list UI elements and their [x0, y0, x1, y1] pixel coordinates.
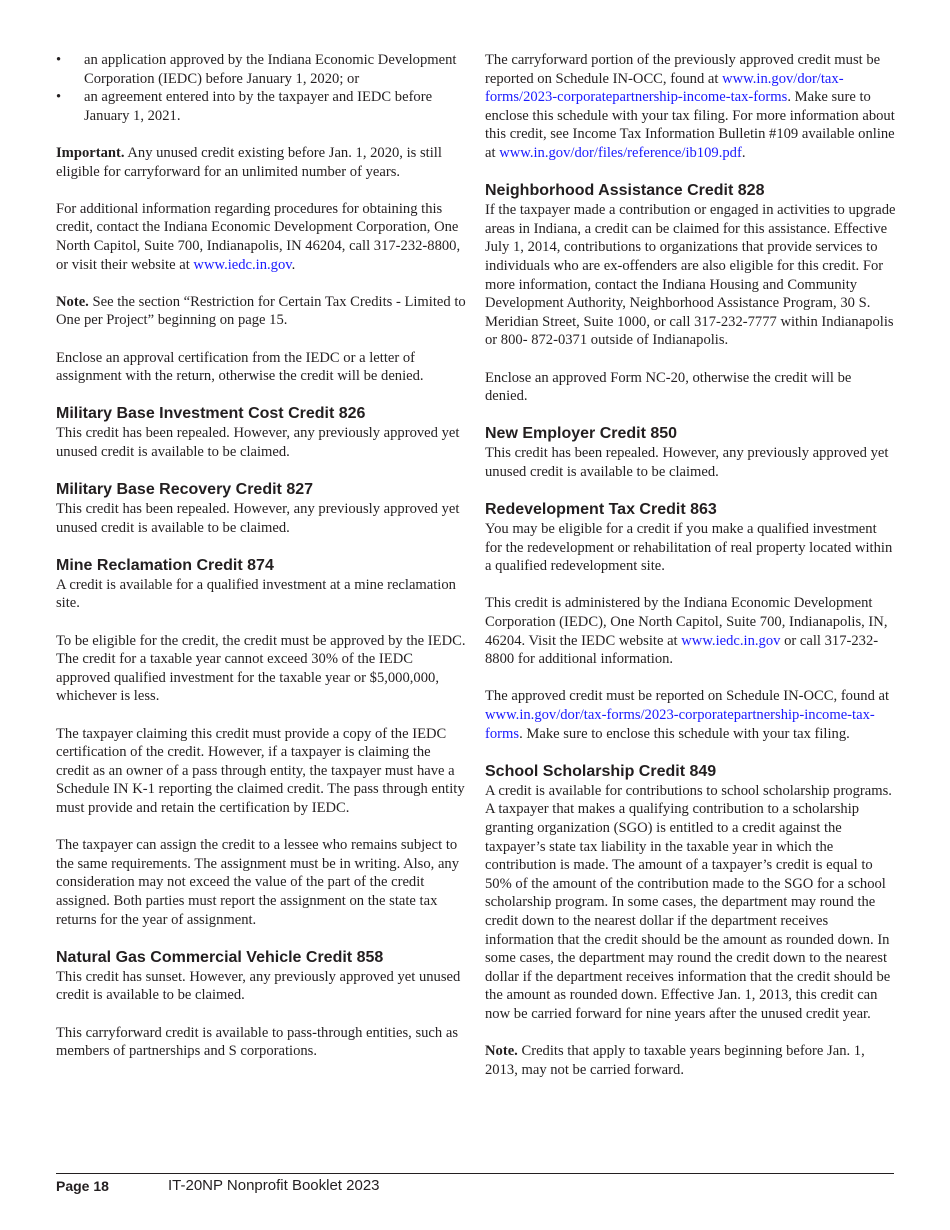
footer-divider — [56, 1173, 894, 1174]
tax-forms-link[interactable]: www.in.gov/dor/tax-forms/2023-corporatepartnership-income-tax-forms — [485, 707, 875, 742]
right-column — [485, 51, 897, 1098]
section-text: The taxpayer can assign the credit to a lessee who remains subject to the same requirements. The assignment must be in writing. Also, any consideration may not exceed the value of the part of the credit assigned. Both parties must report the assignment on the state tax returns for the year of assignment. — [56, 837, 460, 928]
section-text: The approved credit must be reported on Schedule IN-OCC, found at www.in.gov/dor/tax-forms/2023-corporatepartnership-income-tax-forms. Make sure to enclose this schedule with your tax filing. — [485, 688, 890, 742]
section-military-base-recovery — [56, 480, 466, 537]
section-text: To be eligible for the credit, the credit must be approved by the IEDC. The credit for a taxable year cannot exceed 30% of the IEDC approved qualified investment for the taxable year or $5,000,000, whichever is less. — [56, 632, 466, 705]
section-text: This credit has been repealed. However, any previously approved yet unused credit is available to be claimed. — [485, 445, 889, 480]
tax-forms-link[interactable]: www.in.gov/dor/tax-forms/2023-corporatepartnership-income-tax-forms — [485, 70, 844, 106]
section-natural-gas — [56, 948, 466, 1061]
iedc-link[interactable]: www.iedc.in.gov — [681, 632, 781, 649]
section-text: The taxpayer claiming this credit must provide a copy of the IEDC certification of the credit. However, if a taxpayer is claiming the credit as an owner of a pass through entity, the taxpayer must have a Schedule IN K-1 reporting the claimed credit. The pass through entity must provide and retain the certification by IEDC. — [56, 725, 465, 816]
list-item: • an application approved by the Indiana Economic Development Corporation (IEDC) before January 1, 2020; or — [56, 52, 457, 87]
enclose-paragraph: Enclose an approval certification from the IEDC or a letter of assignment with the return, otherwise the credit will be denied. — [56, 349, 424, 385]
section-redevelopment — [485, 500, 897, 743]
important-paragraph: Important. Any unused credit existing before Jan. 1, 2020, is still eligible for carryforward for an unlimited number of years. — [56, 144, 442, 180]
eligibility-list — [56, 51, 466, 125]
left-column — [56, 51, 466, 1079]
section-text: This carryforward credit is available to pass-through entities, such as members of partnerships and S corporations. — [56, 1024, 459, 1060]
note-paragraph: Note. Credits that apply to taxable years beginning before Jan. 1, 2013, may not be carried forward. — [485, 1043, 865, 1078]
section-mine-reclamation — [56, 556, 466, 929]
section-text: You may be eligible for a credit if you make a qualified investment for the redevelopment or rehabilitation of real property located within a qualified redevelopment site. — [485, 521, 893, 575]
additional-info-paragraph: For additional information regarding procedures for obtaining this credit, contact the Indiana Economic Development Corporation, One North Capitol, Suite 700, Indianapolis, IN 46204, call 317-232-8800, or visit their website at www.iedc.in.gov. — [56, 200, 461, 273]
section-text: A credit is available for a qualified investment at a mine reclamation site. — [56, 576, 456, 612]
section-text: This credit is administered by the Indiana Economic Development Corporation (IEDC), One North Capitol, Suite 700, Indianapolis, IN, 46204. Visit the IEDC website at www.iedc.in.gov or call 317-232- 8800 for additional information. — [485, 595, 888, 668]
booklet-title: IT-20NP Nonprofit Booklet 2023 — [168, 1177, 380, 1194]
section-heading: Military Base Recovery Credit 827 — [56, 481, 314, 499]
section-text: This credit has been repealed. However, any previously approved yet unused credit is available to be claimed. — [56, 501, 460, 536]
iedc-link[interactable]: www.iedc.in.gov — [193, 256, 292, 273]
section-text: This credit has sunset. However, any previously approved yet unused credit is available to be claimed. — [56, 968, 461, 1004]
section-heading: Military Base Investment Cost Credit 826 — [56, 405, 366, 423]
section-neighborhood-assistance — [485, 181, 897, 406]
section-school-scholarship — [485, 762, 897, 1080]
section-heading: Neighborhood Assistance Credit 828 — [485, 182, 765, 200]
section-text: If the taxpayer made a contribution or engaged in activities to upgrade areas in Indiana, a credit can be claimed for this assistance. Effective July 1, 2014, contributions to organizations that provide services to individuals who are ex-offenders are also eligible for this credit. For more information, contact the Indiana Housing and Community Development Authority, Neighborhood Assistance Program, 30 S. Meridian Street, Suite 1000, or call 317-232-7777 within Indianapolis or 800- 872-0371 outside of Indianapolis. — [485, 202, 896, 349]
bullet-icon: • — [56, 52, 62, 68]
section-heading: School Scholarship Credit 849 — [485, 762, 717, 780]
bullet-icon: • — [56, 89, 62, 106]
section-text: Enclose an approved Form NC-20, otherwise the credit will be denied. — [485, 369, 852, 405]
section-text: This credit has been repealed. However, any previously approved yet unused credit is available to be claimed. — [56, 425, 460, 460]
section-heading: Redevelopment Tax Credit 863 — [485, 501, 717, 519]
section-text: A credit is available for contributions to school scholarship programs. A taxpayer that makes a qualifying contribution to a scholarship granting organization (SGO) is entitled to a credit against the taxpayer’s state tax liability in the taxable year in which the contribution is made. The amount of a taxpayer’s credit is equal to 50% of the amount of the contribution made to the SGO for a school scholarship program. In some cases, the department may round the credit down to the nearest dollar if the department receives information that the credit should be the amount as rounded down. In some cases, the department may round the credit down to the nearest dollar if the department receives information that the credit should be the amount as rounded down. Effective Jan. 1, 2013, this credit can now be carried forward for nine years after the unused credit year. — [485, 782, 892, 1022]
section-heading: Natural Gas Commercial Vehicle Credit 858 — [56, 948, 384, 966]
section-military-base-investment — [56, 404, 466, 461]
carryforward-paragraph: The carryforward portion of the previously approved credit must be reported on Schedule IN-OCC, found at www.in.gov/dor/tax-forms/2023-corporatepartnership-income-tax-forms. Make sure to enclose this schedule with your tax filing. For more information about this credit, see Income Tax Information Bulletin #109 available online at www.in.gov/dor/files/reference/ib109.pdf. — [485, 52, 895, 161]
section-new-employer — [485, 424, 897, 481]
page-number: Page 18 — [56, 1178, 109, 1194]
section-heading: Mine Reclamation Credit 874 — [56, 556, 274, 574]
section-heading: New Employer Credit 850 — [485, 425, 678, 443]
bulletin-link[interactable]: www.in.gov/dor/files/reference/ib109.pdf — [499, 144, 742, 161]
note-paragraph: Note. See the section “Restriction for Certain Tax Credits - Limited to One per Project” beginning on page 15. — [56, 293, 466, 329]
list-item: • an agreement entered into by the taxpayer and IEDC before January 1, 2021. — [56, 89, 433, 124]
